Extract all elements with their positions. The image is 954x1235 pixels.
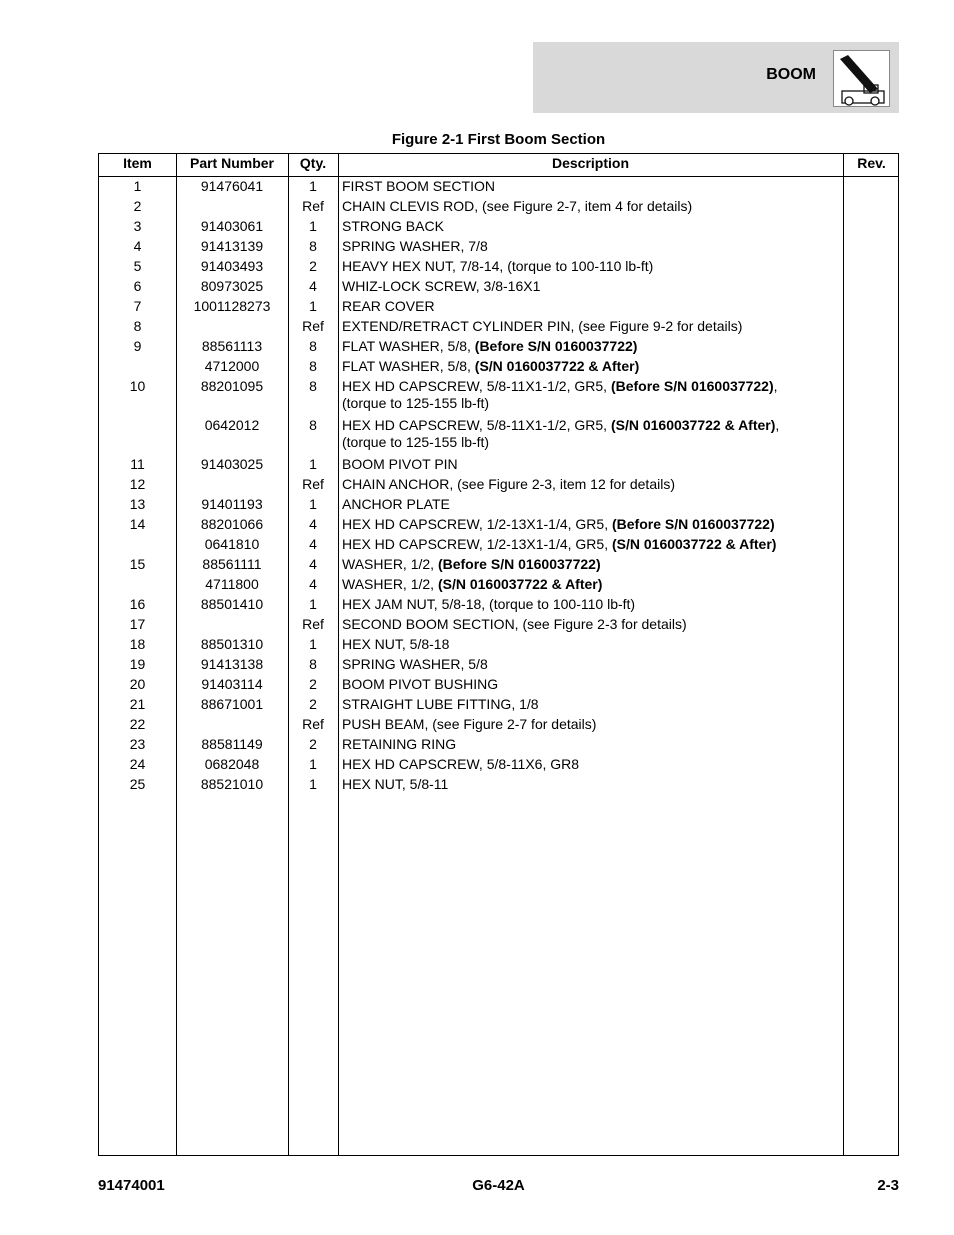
description-text: RETAINING RING [342,736,457,752]
parts-table [98,153,899,1156]
description-serial-note: (S/N 0160037722 & After) [611,536,777,552]
cell-qty: 2 [309,258,317,274]
cell-qty: Ref [302,318,324,334]
description-serial-note: (Before S/N 0160037722) [474,338,638,354]
description-serial-note: (Before S/N 0160037722) [437,556,601,572]
table-row [99,276,898,296]
description-serial-note: (Before S/N 0160037722) [610,378,774,394]
cell-description [342,616,842,633]
cell-qty: 1 [309,218,317,234]
cell-part-number: 88671001 [200,696,264,712]
cell-qty: 8 [309,378,317,394]
table-row [99,256,898,276]
cell-description [342,278,842,295]
cell-item: 10 [129,378,146,394]
description-serial-note: (S/N 0160037722 & After) [610,417,776,433]
description-text: PUSH BEAM, (see Figure 2-7 for details) [342,716,597,732]
footer-page-number: 2-3 [877,1177,899,1194]
description-text: SPRING WASHER, 7/8 [342,238,488,254]
cell-qty: 1 [309,178,317,194]
cell-item: 9 [133,338,142,354]
cell-description [342,496,842,513]
cell-part-number: 91413139 [200,238,264,254]
description-line2: (torque to 125-155 lb-ft) [342,434,490,450]
cell-qty: 8 [309,656,317,672]
cell-part-number: 88561111 [202,556,262,572]
cell-item: 21 [129,696,146,712]
cell-item: 8 [133,318,142,334]
cell-qty: 8 [309,238,317,254]
cell-description [342,716,842,733]
cell-part-number: 88201095 [200,378,264,394]
description-text: CHAIN ANCHOR, (see Figure 2-3, item 12 for details) [342,476,675,492]
cell-qty: 1 [309,636,317,652]
cell-item: 4 [133,238,142,254]
cell-qty: 8 [309,417,317,433]
cell-qty: 1 [309,456,317,472]
cell-description [342,476,842,493]
description-text: FIRST BOOM SECTION [342,178,495,194]
cell-qty: 4 [309,536,317,552]
cell-description [342,338,842,355]
cell-qty: 1 [309,756,317,772]
table-row [99,634,898,654]
table-row [99,774,898,794]
table-row [99,296,898,316]
description-text: FLAT WASHER, 5/8, [342,338,475,354]
cell-qty: 1 [309,298,317,314]
column-header-rev: Rev. [857,155,886,171]
description-text: STRONG BACK [342,218,444,234]
description-text: SPRING WASHER, 5/8 [342,656,488,672]
section-title: BOOM [766,66,816,83]
description-text: WASHER, 1/2, [342,556,438,572]
table-header [99,154,898,177]
table-row [99,415,898,454]
description-text: CHAIN CLEVIS ROD, (see Figure 2-7, item 4 for details) [342,198,693,214]
description-text: HEX NUT, 5/8-18 [342,636,450,652]
cell-item: 22 [129,716,146,732]
cell-part-number: 91401193 [201,496,263,512]
cell-description [342,258,842,275]
cell-part-number: 88561113 [201,338,263,354]
table-row [99,614,898,634]
table-row [99,236,898,256]
cell-item: 23 [129,736,146,752]
cell-item: 19 [129,656,146,672]
cell-qty: 2 [309,696,317,712]
cell-part-number: 88501410 [200,596,264,612]
description-text: HEX HD CAPSCREW, 5/8-11X1-1/2, GR5, [342,417,611,433]
cell-description [342,198,842,215]
cell-description [342,516,842,533]
table-row [99,196,898,216]
cell-part-number: 0682048 [204,756,260,772]
cell-description [342,456,842,473]
description-text: HEX NUT, 5/8-11 [342,776,449,792]
cell-qty: Ref [302,616,324,632]
table-row [99,454,898,474]
cell-description [342,736,842,753]
boom-lift-icon [833,50,890,107]
cell-item: 17 [129,616,146,632]
table-row [99,376,898,415]
cell-part-number: 88581149 [201,736,263,752]
cell-qty: 8 [309,358,317,374]
cell-qty: 1 [309,596,317,612]
cell-item: 13 [129,496,146,512]
cell-description [342,656,842,673]
cell-qty: 1 [309,776,317,792]
description-serial-note: (S/N 0160037722 & After) [474,358,640,374]
cell-part-number: 0641810 [204,536,260,552]
cell-description [342,596,842,613]
description-serial-note: (Before S/N 0160037722) [611,516,775,532]
table-row [99,574,898,594]
cell-description [342,556,842,573]
cell-description [342,776,842,793]
description-serial-note: (S/N 0160037722 & After) [437,576,603,592]
column-header-part-number: Part Number [189,155,275,171]
table-row [99,554,898,574]
cell-item: 3 [133,218,142,234]
footer-doc-number: 91474001 [98,1177,165,1194]
description-text: BOOM PIVOT PIN [342,456,458,472]
cell-item: 14 [129,516,146,532]
cell-item: 20 [129,676,146,692]
description-text: EXTEND/RETRACT CYLINDER PIN, (see Figure 9-2 for details) [342,318,743,334]
column-header-qty: Qty. [299,155,327,171]
cell-description [342,238,842,255]
cell-description [342,358,842,375]
cell-description [342,298,842,315]
cell-part-number: 88501310 [200,636,264,652]
cell-item: 1 [133,178,142,194]
cell-part-number: 4712000 [204,358,260,374]
description-text: WHIZ-LOCK SCREW, 3/8-16X1 [342,278,541,294]
cell-description [342,636,842,653]
description-text: HEX HD CAPSCREW, 5/8-11X6, GR8 [342,756,580,772]
table-row [99,674,898,694]
cell-item: 2 [133,198,142,214]
cell-qty: 4 [309,556,317,572]
cell-part-number: 88521010 [200,776,264,792]
cell-qty: Ref [302,476,324,492]
cell-item: 18 [129,636,146,652]
cell-part-number: 91403114 [201,676,263,692]
cell-description [342,178,842,195]
cell-item: 7 [133,298,142,314]
table-row [99,734,898,754]
description-tail: , [775,417,780,433]
cell-item: 6 [133,278,142,294]
table-row [99,534,898,554]
cell-item: 24 [129,756,146,772]
table-row [99,356,898,376]
cell-description [342,218,842,235]
cell-description [342,756,842,773]
cell-item: 15 [129,556,146,572]
cell-qty: Ref [302,198,324,214]
description-text: REAR COVER [342,298,435,314]
table-row [99,714,898,734]
description-text: SECOND BOOM SECTION, (see Figure 2-3 for details) [342,616,687,632]
table-row [99,176,898,196]
description-text: ANCHOR PLATE [342,496,450,512]
cell-qty: 4 [309,516,317,532]
table-row [99,494,898,514]
cell-part-number: 91403025 [200,456,264,472]
description-line2: (torque to 125-155 lb-ft) [342,395,490,411]
cell-qty: 8 [309,338,317,354]
table-row [99,694,898,714]
section-header [533,42,899,113]
cell-qty: 2 [309,736,317,752]
cell-part-number: 91403061 [200,218,264,234]
cell-item: 25 [129,776,146,792]
cell-description [342,318,842,335]
description-text: BOOM PIVOT BUSHING [342,676,499,692]
cell-part-number: 91476041 [200,178,264,194]
footer-model: G6-42A [472,1177,525,1194]
table-body [99,176,898,794]
cell-part-number: 1001128273 [193,298,271,314]
table-row [99,594,898,614]
figure-title: Figure 2-1 First Boom Section [391,131,606,148]
description-text: HEX HD CAPSCREW, 1/2-13X1-1/4, GR5, [342,536,612,552]
description-tail: , [773,378,778,394]
cell-part-number: 91403493 [200,258,264,274]
cell-item: 11 [130,456,145,472]
description-text: STRAIGHT LUBE FITTING, 1/8 [342,696,539,712]
cell-item: 5 [133,258,142,274]
cell-part-number: 0642012 [204,417,260,433]
cell-description [342,536,842,553]
cell-description [342,378,842,412]
table-row [99,654,898,674]
description-text: WASHER, 1/2, [342,576,438,592]
description-text: HEX JAM NUT, 5/8-18, (torque to 100-110 lb-ft) [342,596,636,612]
cell-item: 12 [129,476,146,492]
cell-item: 16 [129,596,146,612]
cell-qty: 1 [309,496,317,512]
cell-qty: 4 [309,278,317,294]
cell-part-number: 4711800 [205,576,259,592]
column-header-description: Description [551,155,629,171]
cell-qty: 2 [309,676,317,692]
table-row [99,316,898,336]
description-text: HEX HD CAPSCREW, 5/8-11X1-1/2, GR5, [342,378,611,394]
cell-description [342,676,842,693]
table-row [99,474,898,494]
description-text: HEX HD CAPSCREW, 1/2-13X1-1/4, GR5, [342,516,612,532]
description-text: HEAVY HEX NUT, 7/8-14, (torque to 100-110 lb-ft) [342,258,654,274]
cell-qty: Ref [302,716,324,732]
cell-qty: 4 [309,576,317,592]
cell-description [342,696,842,713]
cell-description [342,576,842,593]
cell-part-number: 80973025 [200,278,264,294]
cell-part-number: 88201066 [200,516,264,532]
description-text: FLAT WASHER, 5/8, [342,358,475,374]
table-row [99,514,898,534]
cell-description [342,417,842,451]
table-row [99,754,898,774]
table-row [99,336,898,356]
cell-part-number: 91413138 [200,656,264,672]
table-row [99,216,898,236]
column-header-item: Item [123,155,152,171]
